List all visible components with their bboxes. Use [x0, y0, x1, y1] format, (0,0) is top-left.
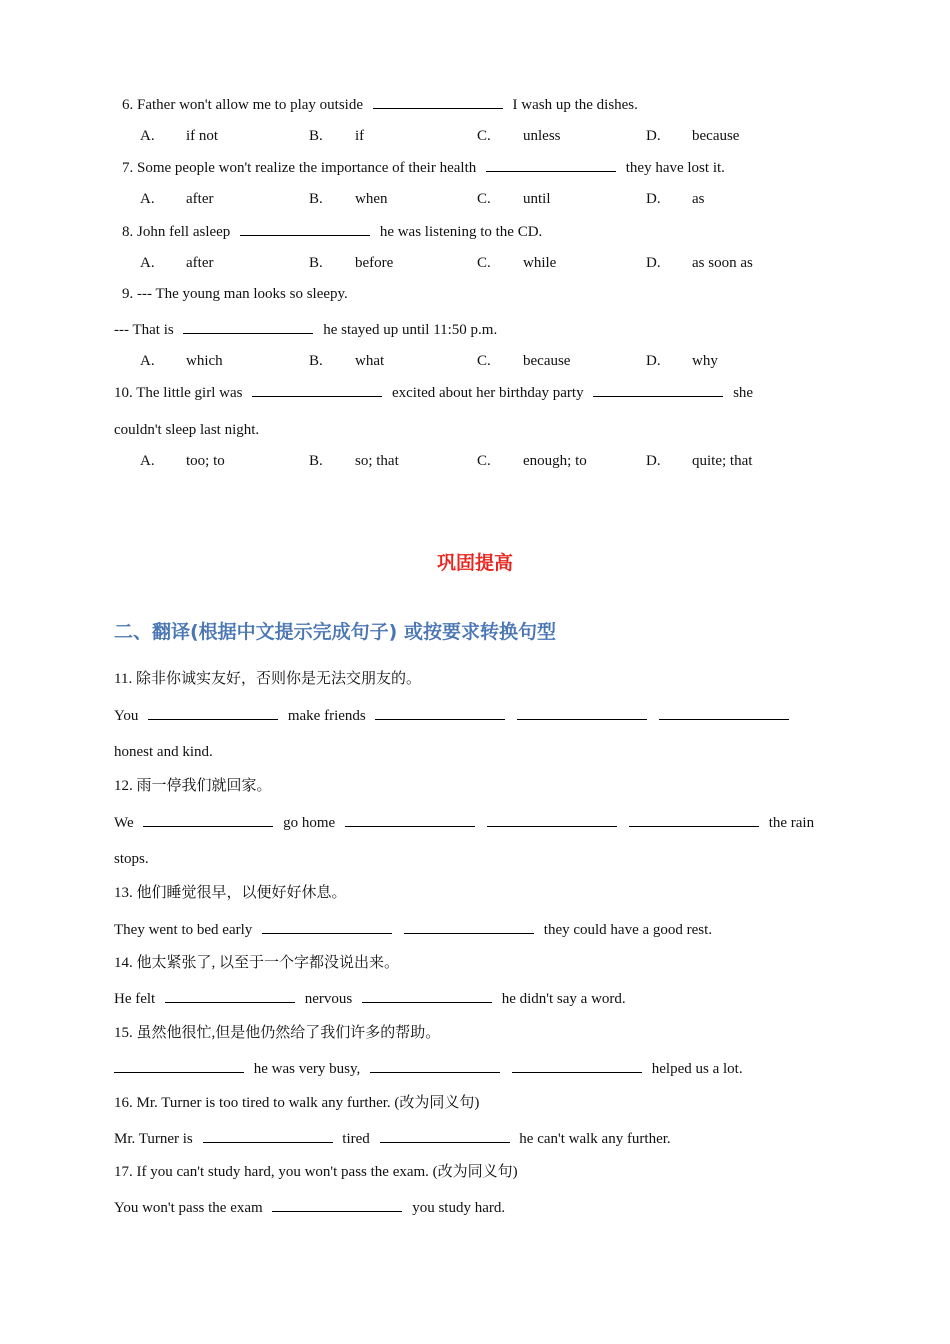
question-text: they have lost it.: [625, 160, 725, 176]
question-8: [122, 221, 542, 242]
question-text: Some people won't realize the importance of their health: [137, 160, 477, 176]
answer-blank[interactable]: [183, 319, 313, 334]
option-c[interactable]: C. while: [477, 255, 557, 271]
question-text: Father won't allow me to play outside: [137, 97, 363, 113]
question-number: 7.: [122, 160, 134, 176]
option-b[interactable]: B. what: [309, 353, 385, 369]
answer-blank[interactable]: [203, 1128, 333, 1143]
question-11-answer: You make friends: [114, 705, 795, 726]
option-c[interactable]: C. because: [477, 353, 571, 369]
option-d[interactable]: D. because: [646, 128, 740, 144]
question-text: John fell asleep: [137, 224, 231, 240]
question-13-answer: They went to bed early they could have a good rest.: [114, 919, 712, 940]
answer-blank[interactable]: [593, 382, 723, 397]
question-number: 9.: [122, 286, 134, 302]
option-a[interactable]: A. which: [140, 353, 223, 369]
question-text: he stayed up until 11:50 p.m.: [323, 322, 498, 338]
question-6: [122, 94, 638, 115]
section-title: 巩固提高: [436, 552, 513, 574]
question-15-prompt: 15. 虽然他很忙,但是他仍然给了我们许多的帮助。: [114, 1025, 441, 1041]
question-11-line2: honest and kind.: [114, 744, 213, 760]
question-text: The little girl was: [136, 385, 243, 401]
question-text: I wash up the dishes.: [512, 97, 638, 113]
answer-blank[interactable]: [375, 705, 505, 720]
answer-blank[interactable]: [114, 1058, 244, 1073]
answer-blank[interactable]: [345, 812, 475, 827]
question-12-line2: stops.: [114, 851, 149, 867]
question-12-answer: We go home the rain: [114, 812, 814, 833]
answer-blank[interactable]: [148, 705, 278, 720]
option-b[interactable]: B. before: [309, 255, 394, 271]
question-17-prompt: 17. If you can't study hard, you won't pass the exam. (改为同义句): [114, 1164, 518, 1180]
question-text: --- That is: [114, 322, 174, 338]
question-text: he was listening to the CD.: [379, 224, 543, 240]
answer-blank[interactable]: [380, 1128, 510, 1143]
option-d[interactable]: D. quite; that: [646, 453, 753, 469]
question-13-prompt: 13. 他们睡觉很早，以便好好休息。: [114, 885, 347, 901]
option-a[interactable]: A. if not: [140, 128, 219, 144]
answer-blank[interactable]: [252, 382, 382, 397]
question-11-prompt: 11. 除非你诚实友好，否则你是无法交朋友的。: [114, 671, 421, 687]
answer-blank[interactable]: [629, 812, 759, 827]
question-9: [122, 284, 348, 304]
question-9-line2: [114, 319, 497, 340]
answer-blank[interactable]: [272, 1197, 402, 1212]
question-number: 6.: [122, 97, 134, 113]
answer-blank[interactable]: [165, 988, 295, 1003]
question-14-answer: He felt nervous he didn't say a word.: [114, 988, 626, 1009]
question-15-answer: he was very busy, helped us a lot.: [108, 1058, 743, 1079]
answer-blank[interactable]: [262, 919, 392, 934]
question-text: excited about her birthday party: [391, 385, 584, 401]
question-17-answer: You won't pass the exam you study hard.: [114, 1197, 505, 1218]
answer-blank[interactable]: [240, 221, 370, 236]
question-number: 10.: [114, 385, 133, 401]
option-b[interactable]: B. so; that: [309, 453, 399, 469]
question-16-answer: Mr. Turner is tired he can't walk any further.: [114, 1128, 671, 1149]
question-10: [114, 382, 753, 403]
option-b[interactable]: B. if: [309, 128, 365, 144]
option-c[interactable]: C. unless: [477, 128, 561, 144]
answer-blank[interactable]: [404, 919, 534, 934]
answer-blank[interactable]: [487, 812, 617, 827]
question-12-prompt: 12. 雨一停我们就回家。: [114, 778, 272, 794]
option-c[interactable]: C. until: [477, 191, 551, 207]
option-b[interactable]: B. when: [309, 191, 388, 207]
option-a[interactable]: A. after: [140, 255, 214, 271]
question-16-prompt: 16. Mr. Turner is too tired to walk any further. (改为同义句): [114, 1095, 480, 1111]
option-d[interactable]: D. as: [646, 191, 705, 207]
answer-blank[interactable]: [370, 1058, 500, 1073]
option-c[interactable]: C. enough; to: [477, 453, 587, 469]
question-14-prompt: 14. 他太紧张了, 以至于一个字都没说出来。: [114, 955, 400, 971]
option-a[interactable]: A. too; to: [140, 453, 225, 469]
question-7: [122, 157, 725, 178]
option-d[interactable]: D. as soon as: [646, 255, 753, 271]
answer-blank[interactable]: [143, 812, 273, 827]
answer-blank[interactable]: [373, 94, 503, 109]
answer-blank[interactable]: [362, 988, 492, 1003]
question-text: she: [733, 385, 754, 401]
question-number: 8.: [122, 224, 134, 240]
question-text: --- The young man looks so sleepy.: [137, 286, 348, 302]
question-10-line2: couldn't sleep last night.: [114, 422, 260, 438]
answer-blank[interactable]: [512, 1058, 642, 1073]
section2-title: 二、翻译(根据中文提示完成句子) 或按要求转换句型: [114, 621, 556, 643]
answer-blank[interactable]: [517, 705, 647, 720]
option-d[interactable]: D. why: [646, 353, 718, 369]
option-a[interactable]: A. after: [140, 191, 214, 207]
answer-blank[interactable]: [659, 705, 789, 720]
answer-blank[interactable]: [486, 157, 616, 172]
